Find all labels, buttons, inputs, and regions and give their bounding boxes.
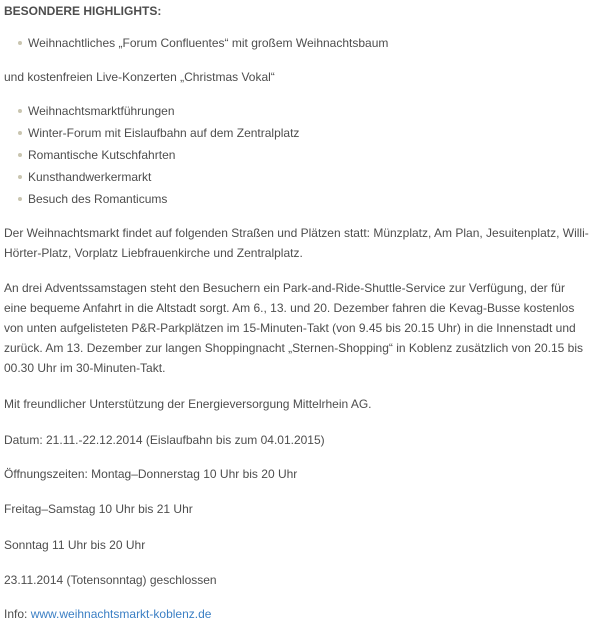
date-text: Datum: 21.11.-22.12.2014 (Eislaufbahn bis zum 04.01.2015)	[4, 433, 325, 447]
list-item	[0, 125, 299, 147]
opening-hours-sunday: Sonntag 11 Uhr bis 20 Uhr	[4, 538, 146, 552]
bullet-icon	[18, 175, 22, 179]
list-item	[0, 103, 299, 125]
bullet-icon	[18, 197, 22, 201]
list-item-label: Weihnachtliches „Forum Confluentes“ mit großem Weihnachtsbaum	[28, 36, 389, 50]
info-line	[4, 604, 589, 624]
list-item-label: Winter-Forum mit Eislaufbahn auf dem Zentralplatz	[28, 126, 300, 140]
info-label: Info:	[4, 607, 31, 621]
closed-notice: 23.11.2014 (Totensonntag) geschlossen	[4, 573, 217, 587]
bullet-icon	[18, 109, 22, 113]
website-link[interactable]: www.weihnachtsmarkt-koblenz.de	[30, 607, 212, 621]
list-item	[0, 147, 299, 169]
list-item-label: Romantische Kutschfahrten	[28, 148, 176, 162]
list-item	[0, 35, 388, 57]
opening-hours-weekdays: Öffnungszeiten: Montag–Donnerstag 10 Uhr bis 20 Uhr	[4, 467, 298, 481]
list-item	[0, 169, 299, 191]
opening-hours-fri-sat: Freitag–Samstag 10 Uhr bis 21 Uhr	[4, 502, 193, 516]
locations-paragraph: Der Weihnachtsmarkt findet auf folgenden Straßen und Plätzen statt: Münzplatz, Am Plan, Jesuitenplatz, Willi-Hörter-Platz, Vorplatz Liebfrauenkirche und Zentralplatz.	[4, 226, 589, 260]
list-item-label: Besuch des Romanticums	[28, 192, 168, 206]
support-text: Mit freundlicher Unterstützung der Energieversorgung Mittelrhein AG.	[4, 397, 372, 411]
bullet-icon	[18, 41, 22, 45]
list-item-label: Weihnachtsmarktführungen	[28, 104, 175, 118]
bullet-icon	[18, 153, 22, 157]
section-heading: BESONDERE HIGHLIGHTS:	[4, 4, 162, 18]
live-concerts-text: und kostenfreien Live-Konzerten „Christmas Vokal“	[4, 70, 275, 84]
bullet-icon	[18, 131, 22, 135]
highlights-list-1	[0, 35, 388, 57]
list-item-label: Kunsthandwerkermarkt	[28, 170, 152, 184]
shuttle-paragraph: An drei Adventssamstagen steht den Besuchern ein Park-and-Ride-Shuttle-Service zur Verfügung, der für eine bequeme Anfahrt in die Altstadt sorgt. Am 6., 13. und 20. Dezember fahren die Kevag-Busse kostenlos von unten aufgelisteten P&R-Parkplätzen im 15-Minuten-Takt (von 9.45 bis 20.15 Uhr) in die Innenstadt und zurück. Am 13. Dezember zur langen Shoppingnacht „Sternen-Shopping“ in Koblenz zusätzlich von 20.15 bis 00.30 Uhr im 30-Minuten-Takt.	[4, 281, 584, 375]
list-item	[0, 191, 299, 213]
highlights-list-2	[0, 103, 299, 213]
